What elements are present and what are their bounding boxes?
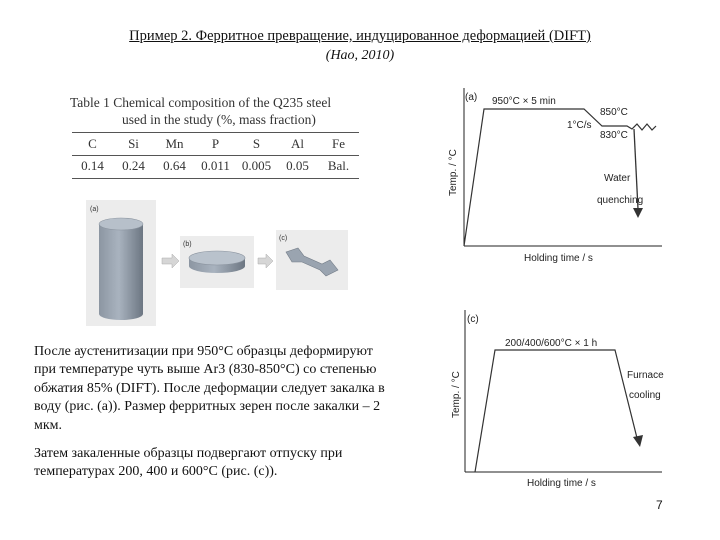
table-header-cell: P: [195, 133, 236, 156]
arrow-down-icon: [633, 435, 643, 447]
table-value-cell: 0.011: [195, 156, 236, 179]
diagram-c-label: (c): [467, 314, 479, 325]
heat-treatment-diagram-a: [442, 84, 672, 274]
specimen-images: [86, 200, 348, 326]
table-value-cell: 0.14: [72, 156, 113, 179]
table-value-cell: 0.64: [154, 156, 195, 179]
table-value-row: [72, 156, 359, 179]
paragraph-line: воду (рис. (а)). Размер ферритных зерен после закалки – 2: [34, 399, 381, 415]
paragraph-line: После аустенитизации при 950°С образцы деформируют: [34, 344, 373, 359]
body-paragraph-1: [34, 343, 442, 435]
specimen-cylinder-panel: [86, 200, 156, 326]
quenching-label: quenching: [597, 195, 644, 206]
cooling-label: cooling: [629, 390, 661, 401]
table-header-cell: S: [236, 133, 277, 156]
table-caption-line2: used in the study (%, mass fraction): [122, 112, 316, 127]
cylinder-body: [99, 224, 143, 320]
diagram-a-label: (a): [465, 92, 478, 103]
paragraph-line: Затем закаленные образцы подвергают отпуску при: [34, 446, 343, 461]
paragraph-line: мкм.: [34, 417, 63, 433]
y-axis-label: Temp. / °C: [448, 149, 459, 196]
table-header-cell: Mn: [154, 133, 195, 156]
x-axis-label: Holding time / s: [527, 478, 596, 489]
specimen-label-b: (b): [183, 241, 192, 248]
cooling-rate-label: 1°C/s: [567, 120, 592, 131]
paragraph-line: обжатия 85% (DIFT). После деформации следует закалка в: [34, 380, 385, 396]
paragraph-line: температурах 200, 400 и 600°С (рис. (с)).: [34, 464, 278, 480]
disc-top: [189, 251, 245, 265]
table-caption: [70, 94, 370, 128]
table-header-cell: Fe: [318, 133, 359, 156]
slide-subtitle: (Hao, 2010): [325, 48, 395, 63]
temp-low-label: 830°C: [600, 130, 628, 141]
body-paragraph-2: [34, 445, 442, 482]
specimen-tensile-panel: [276, 230, 348, 290]
temperature-curve: [475, 350, 637, 472]
y-axis-label: Temp. / °C: [451, 371, 462, 418]
slide-title: Пример 2. Ферритное превращение, индуцированное деформацией (DIFT): [129, 28, 591, 44]
water-label: Water: [604, 173, 631, 184]
arrow-down-icon: [633, 208, 643, 218]
table-header-row: [72, 133, 359, 156]
table-value-cell: 0.05: [277, 156, 318, 179]
table-value-cell: Bal.: [318, 156, 359, 179]
process-arrow-icon: [162, 254, 179, 268]
hold-label: 200/400/600°C × 1 h: [505, 338, 598, 349]
table-caption-line1: Table 1 Chemical composition of the Q235 steel: [70, 95, 332, 110]
table-value-cell: 0.24: [113, 156, 154, 179]
furnace-label: Furnace: [627, 370, 664, 381]
table-value-cell: 0.005: [236, 156, 277, 179]
table-header-cell: Al: [277, 133, 318, 156]
process-arrow-icon: [258, 254, 273, 268]
specimen-label-c: (c): [279, 235, 288, 242]
x-axis-label: Holding time / s: [524, 253, 593, 264]
specimen-disc-panel: [180, 236, 254, 288]
hold-label: 950°C × 5 min: [492, 96, 556, 107]
chemical-composition-table: [72, 132, 359, 179]
temp-high-label: 850°C: [600, 107, 628, 118]
page-number: 7: [656, 498, 663, 512]
paragraph-line: при температуре чуть выше Ar3 (830-850°С) со степенью: [34, 362, 377, 378]
table-header-cell: C: [72, 133, 113, 156]
heat-treatment-diagram-c: [447, 306, 672, 496]
table-header-cell: Si: [113, 133, 154, 156]
cylinder-top: [99, 218, 143, 230]
specimen-label-a: (a): [90, 206, 99, 213]
